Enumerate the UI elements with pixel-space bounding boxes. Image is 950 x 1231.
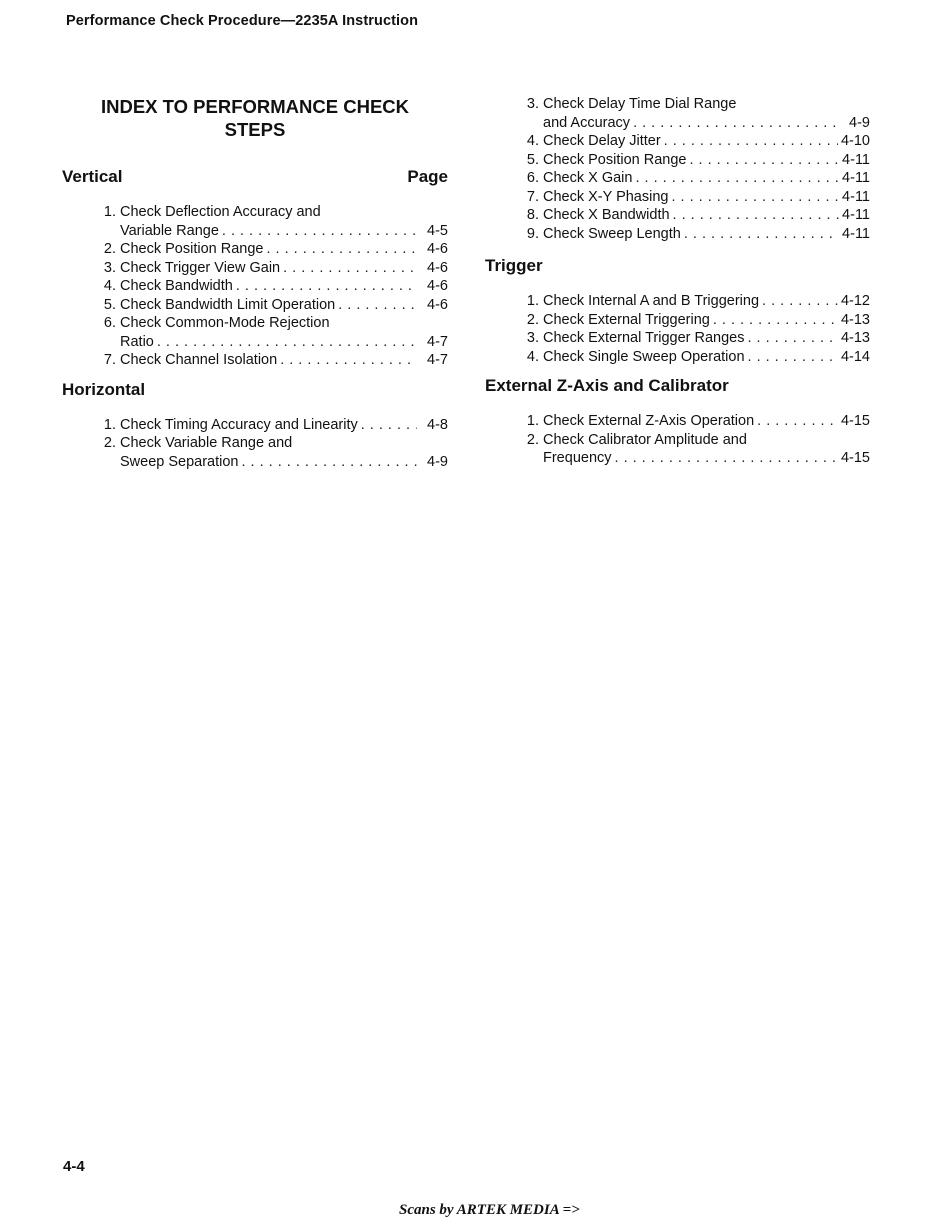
entry-number: 8. [526,207,539,223]
dot-leader [157,333,417,352]
dot-leader [361,416,417,435]
entry-number: 2. [526,311,539,328]
dot-leader [684,225,839,244]
dot-leader [266,240,417,259]
entry-page-ref: 4-7 [427,333,448,350]
entry-list-trigger [485,292,870,366]
index-entry [62,277,448,296]
index-entry [485,412,870,431]
dot-leader [664,132,838,151]
entry-text: Check Deflection Accuracy and [120,204,321,220]
dot-leader [615,449,838,468]
entry-page-ref: 4-15 [840,413,870,429]
index-entry [62,296,448,315]
entry-text: Check Internal A and B Triggering [543,293,760,309]
dot-leader [222,222,417,241]
dot-leader [280,351,417,370]
index-entry [62,240,448,259]
index-entry [62,203,448,240]
entry-text: Check X Bandwidth [543,207,670,223]
entry-text: Check External Trigger Ranges [543,330,745,346]
index-title-line2: STEPS [224,119,286,140]
entry-number: 6. [103,315,116,331]
entry-page-ref: 4-11 [842,170,870,186]
running-header: Performance Check Procedure—2235A Instruction [66,13,419,29]
right-column [485,95,870,468]
entry-page-ref: 4-14 [840,348,870,365]
section-heading-trigger [485,256,870,278]
entry-text: Check Single Sweep Operation [543,348,745,365]
entry-number: 6. [526,170,539,186]
index-entry [485,132,870,151]
index-entry [485,95,870,132]
page-number: 4-4 [63,1158,85,1175]
index-entry [485,225,870,244]
entry-number: 3. [103,259,116,276]
index-entry [62,434,448,471]
dot-leader [236,277,417,296]
entry-number: 1. [526,293,539,309]
entry-page-ref: 4-11 [842,188,870,205]
entry-text: Check Variable Range and [120,435,293,451]
section-title: Horizontal [62,379,146,399]
section-title: Trigger [485,256,543,275]
index-entry [485,292,870,311]
entry-list-horizontal-continued [485,95,870,243]
entry-text: Check Trigger View Gain [120,259,281,276]
dot-leader [338,296,417,315]
entry-text: Check External Z-Axis Operation [543,413,755,429]
index-entry [485,151,870,170]
dot-leader [757,412,838,431]
dot-leader [673,206,839,225]
index-entry [485,188,870,207]
entry-page-ref: 4-6 [427,278,448,294]
entry-number: 5. [526,151,539,168]
entry-page-ref: 4-13 [840,311,870,328]
entry-list-horizontal [62,416,448,472]
entry-number: 3. [526,96,539,112]
entry-text: Check Bandwidth Limit Operation [120,296,336,313]
entry-number: 3. [526,330,539,346]
entry-number: 9. [526,225,539,242]
entry-text: Check X Gain [543,170,633,186]
entry-text: Check External Triggering [543,311,710,328]
left-column [62,95,448,471]
entry-number: 7. [526,188,539,205]
entry-text: Check Delay Time Dial Range [543,96,737,112]
entry-text: Check Calibrator Amplitude and [543,431,747,448]
entry-page-ref: 4-11 [842,151,870,168]
entry-number: 1. [103,204,116,220]
entry-page-ref: 4-6 [427,241,448,257]
entry-number: 7. [103,352,116,368]
entry-text: Check Sweep Length [543,225,681,242]
entry-text: and Accuracy [543,114,631,131]
dot-leader [671,188,839,207]
index-entry [62,314,448,351]
entry-text: Check X-Y Phasing [543,188,669,205]
entry-number: 1. [526,413,539,429]
entry-text: Ratio [120,333,154,350]
entry-page-ref: 4-9 [427,453,448,470]
dot-leader [748,329,838,348]
entry-page-ref: 4-6 [427,296,448,313]
entry-number: 1. [103,416,116,433]
dot-leader [689,151,839,170]
dot-leader [283,259,417,278]
section-heading-horizontal [62,380,448,402]
index-entry [485,311,870,330]
entry-number: 5. [103,296,116,313]
entry-number: 4. [526,348,539,365]
dot-leader [635,169,839,188]
dot-leader [713,311,838,330]
dot-leader [748,348,838,367]
entry-text: Check Common-Mode Rejection [120,315,330,331]
entry-page-ref: 4-9 [849,114,870,131]
entry-text: Sweep Separation [120,453,239,470]
index-entry [62,351,448,370]
entry-number: 2. [103,241,116,257]
index-entry [485,431,870,468]
entry-page-ref: 4-7 [427,352,448,368]
entry-page-ref: 4-5 [427,222,448,239]
entry-page-ref: 4-8 [427,416,448,433]
index-entry [62,416,448,435]
entry-text: Variable Range [120,222,219,239]
entry-text: Check Delay Jitter [543,133,661,149]
scan-credit: Scans by ARTEK MEDIA => [399,1202,580,1218]
entry-page-ref: 4-15 [840,450,870,466]
entry-list-zaxis [485,412,870,468]
index-entry [485,348,870,367]
entry-page-ref: 4-6 [427,259,448,276]
entry-page-ref: 4-13 [840,330,870,346]
index-entry [62,259,448,278]
dot-leader [762,292,838,311]
page-column-label: Page [407,167,448,186]
index-title [62,95,448,141]
entry-text: Check Timing Accuracy and Linearity [120,416,358,433]
section-heading-zaxis [485,376,870,398]
entry-page-ref: 4-10 [840,133,870,149]
section-heading-vertical [62,167,448,189]
entry-text: Check Channel Isolation [120,352,278,368]
entry-page-ref: 4-12 [840,293,870,309]
section-title: External Z-Axis and Calibrator [485,376,729,395]
index-entry [485,329,870,348]
entry-text: Check Position Range [120,241,264,257]
entry-text: Check Position Range [543,151,687,168]
entry-text: Check Bandwidth [120,278,233,294]
entry-number: 2. [526,431,539,448]
index-entry [485,206,870,225]
index-title-line1: INDEX TO PERFORMANCE CHECK [100,96,409,117]
index-entry [485,169,870,188]
dot-leader [242,453,418,472]
entry-list-vertical [62,203,448,370]
dot-leader [633,114,839,133]
section-title: Vertical [62,167,123,186]
entry-text: Frequency [543,450,612,466]
entry-number: 2. [103,435,116,451]
entry-number: 4. [526,133,539,149]
entry-page-ref: 4-11 [842,207,870,223]
entry-page-ref: 4-11 [842,225,870,242]
entry-number: 4. [103,278,116,294]
